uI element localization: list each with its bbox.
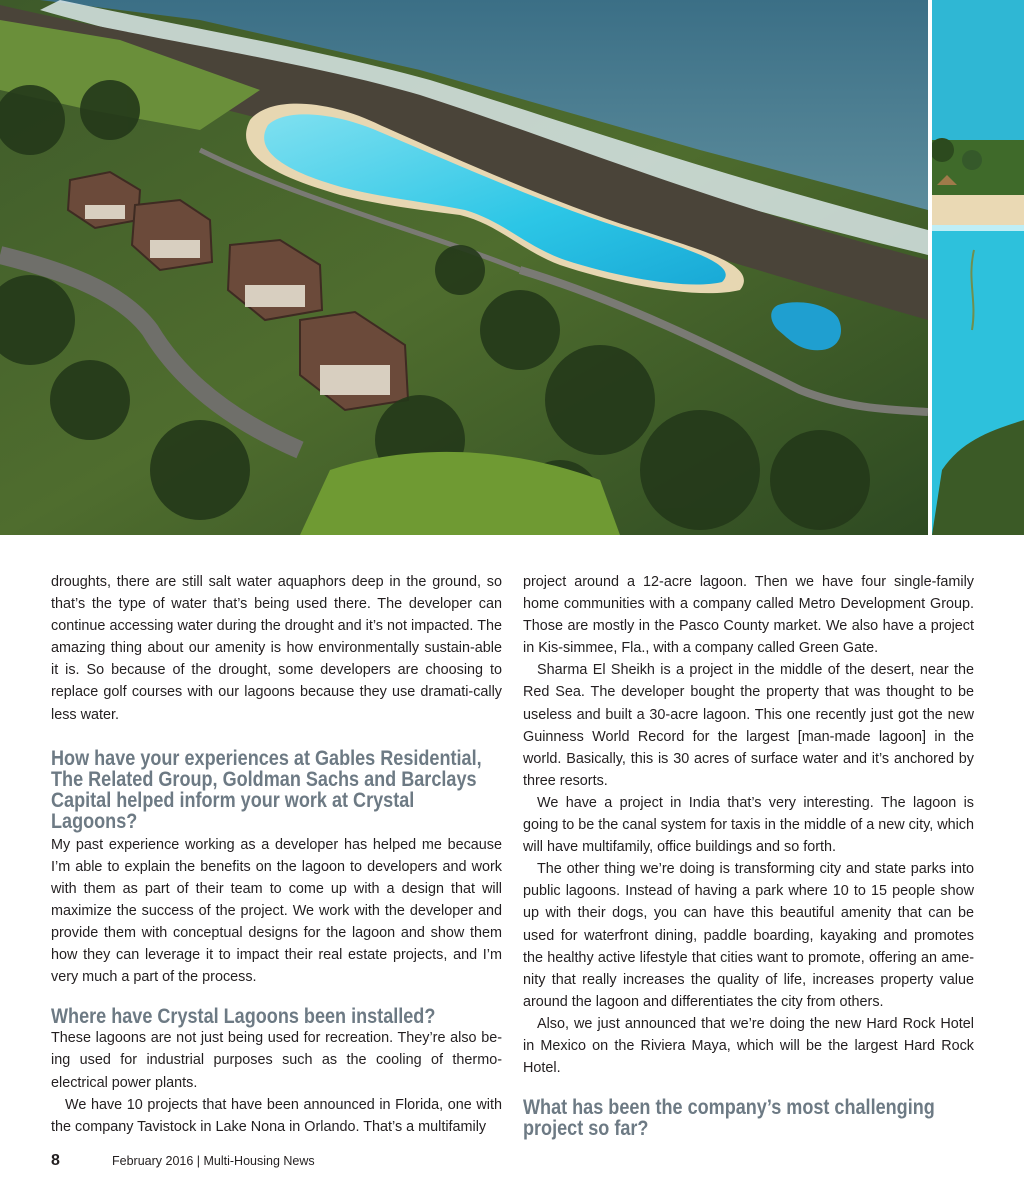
beach-lagoon-photo — [932, 0, 1024, 535]
paragraph: Sharma El Sheikh is a project in the middle of the desert, near the Red Sea. The developer bought the property that was thought to be useless and built a 30-acre lagoon. This one recently just got the new Guinness World Record for the largest [man-made lagoon] in the world. Basically, this is 30 acres of surface water and it’s anchored by three resorts. — [523, 662, 974, 789]
footer-publication-text: February 2016 | Multi-Housing News — [112, 1154, 315, 1168]
paragraph: My past experience working as a developer has helped me because I’m able to explain the benefits on the lagoon to developers and work with them as part of their team to come up with a design that will maximize the success of the project. We work with the developer and provide them with conceptual designs for the lagoon and show them how they can leverage it to impact their real estate projects, and I’m very much a part of the process. — [51, 836, 502, 986]
section-heading: What has been the company’s most challenging project so far? — [523, 1096, 935, 1141]
paragraph: The other thing we’re doing is transforming city and state parks into public lagoons. Instead of having a park where 10 to 15 people show up with their dogs, you can have this beautiful amenity that can be used for waterfront dining, paddle boarding, kayaking and promotes the healthy active lifestyle that cities want to promote, offering an ame-nity that really increases the quality of life, increases property value around the lagoon and differentiates the city from others. — [523, 861, 974, 1010]
page-footer — [51, 1152, 451, 1172]
paragraph: These lagoons are not just being used for recreation. They’re also be-ing used for industrial purposes such as the cooling of thermo-electrical power plants. — [51, 1030, 502, 1091]
paragraph: We have a project in India that’s very interesting. The lagoon is going to be the canal system for taxis in the middle of a new city, which will have multifamily, office buildings and so forth. — [523, 794, 974, 856]
section-heading: How have your experiences at Gables Residential, The Related Group, Goldman Sachs and Barclays Capital helped inform your work at Crystal Lagoons? — [51, 746, 482, 833]
section-heading: Where have Crystal Lagoons been installed? — [51, 1005, 436, 1029]
paragraph: Also, we just announced that we’re doing the new Hard Rock Hotel in Mexico on the Riviera Maya, which will be the largest Hard Rock Hotel. — [523, 1015, 974, 1077]
paragraph: project around a 12-acre lagoon. Then we have four single-family home communities with a company called Metro Development Group. Those are mostly in the Pasco County market. We also have a project in Kis-simmee, Fla., with a company called Green Gate. — [523, 574, 974, 657]
paragraph: We have 10 projects that have been announced in Florida, one with the company Tavistock in Lake Nona in Orlando. That’s a multifamily — [51, 1096, 502, 1135]
paragraph: droughts, there are still salt water aquaphors deep in the ground, so that’s the type of water that’s being used there. The developer can continue accessing water during the drought and it’s not impacted. The amazing thing about our amenity is how environmentally sustain-able it is. So because of the drought, some developers are choosing to replace golf courses with our lagoons because they use dramati-cally less water. — [51, 574, 502, 723]
aerial-lagoon-photo — [0, 0, 928, 535]
page-number: 8 — [51, 1152, 60, 1169]
left-column — [51, 571, 502, 1138]
right-column — [523, 571, 974, 1139]
